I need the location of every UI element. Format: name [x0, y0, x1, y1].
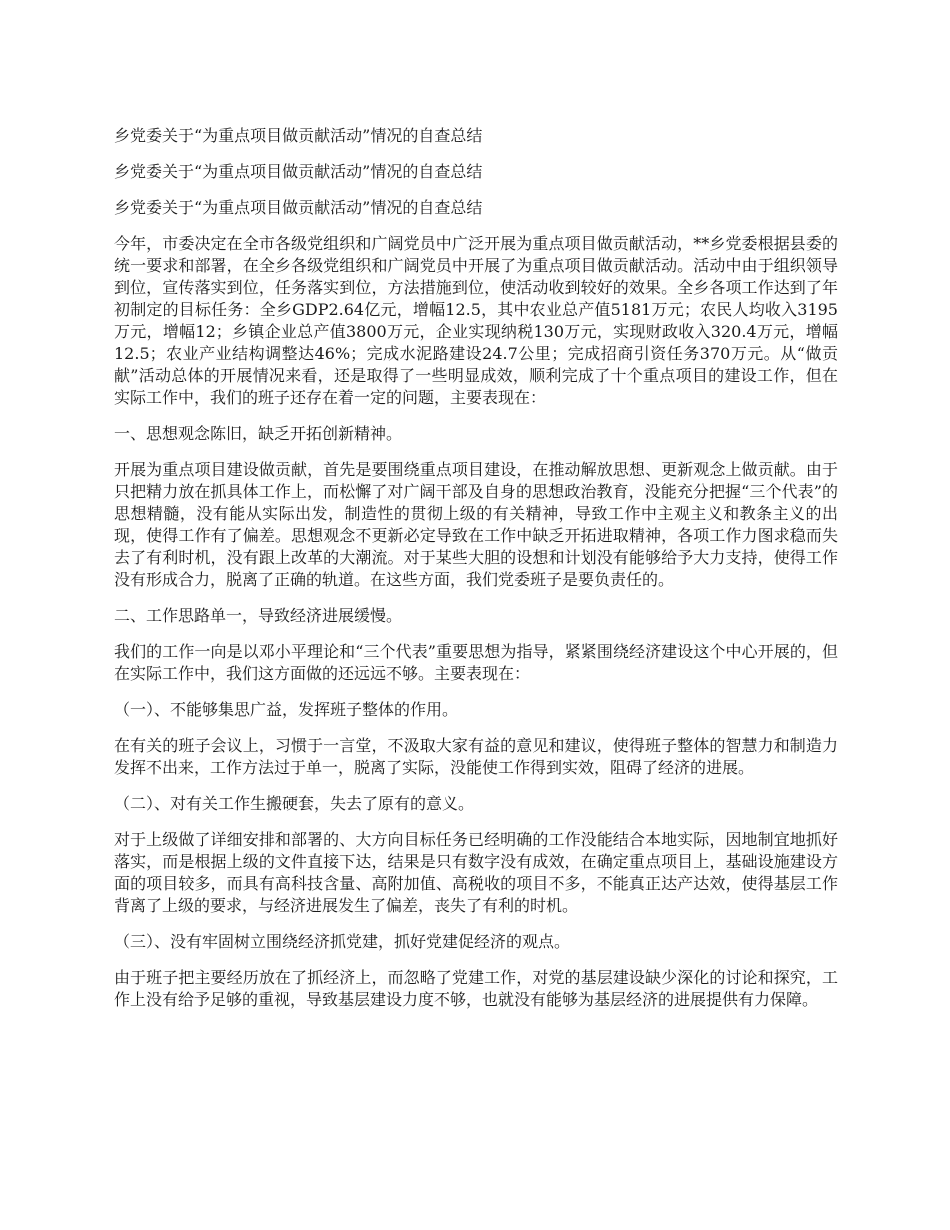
document-title-3: 乡党委关于“为重点项目做贡献活动”情况的自查总结 — [114, 198, 483, 217]
intro-paragraph: 今年，市委决定在全市各级党组织和广阔党员中广泛开展为重点项目做贡献活动，**乡党委根据县委的统一要求和部署，在全乡各级党组织和广阔党员中开展了为重点项目做贡献活动。活动中由于组织领导到位，宣传落实到位，任务落实到位，方法措施到位，使活动收到较好的效果。全乡各项工作达到了年初制定的目标任务：全乡GDP2.64亿元，增幅12.5，其中农业总产值5181万元；农民人均收入3195万元，增幅12；乡镇企业总产值3800万元，企业实现纳税130万元，实现财政收入320.4万元，增幅12.5；农业产业结构调整达46%；完成水泥路建设24.7公里；完成招商引资任务370万元。从“做贡献”活动总体的开展情况来看，还是取得了一些明显成效，顺利完成了十个重点项目的建设工作，但在实际工作中，我们的班子还存在着一定的问题，主要表现在： — [114, 234, 838, 407]
section-2-paragraph: 我们的工作一向是以邓小平理论和“三个代表”重要思想为指导，紧紧围绕经济建设这个中心开展的，但在实际工作中，我们这方面做的还远远不够。主要表现在： — [114, 642, 838, 683]
section-2-heading: 二、工作思路单一，导致经济进展缓慢。 — [114, 606, 403, 625]
section-1-paragraph: 开展为重点项目建设做贡献，首先是要围绕重点项目建设，在推动解放思想、更新观念上做贡献。由于只把精力放在抓具体工作上，而松懈了对广阔干部及自身的思想政治教育，没能充分把握“三个代表”的思想精髓，没有能从实际出发，制造性的贯彻上级的有关精神，导致工作中主观主义和教条主义的出现，使得工作有了偏差。思想观念不更新必定导致在工作中缺乏开拓进取精神，各项工作力图求稳而失去了有利时机，没有跟上改革的大潮流。对于某些大胆的设想和计划没有能够给予大力支持，使得工作没有形成合力，脱离了正确的轨道。在这些方面，我们党委班子是要负责任的。 — [114, 460, 838, 589]
subsection-3-paragraph: 由于班子把主要经历放在了抓经济上，而忽略了党建工作，对党的基层建设缺少深化的讨论和探究，工作上没有给予足够的重视，导致基层建设力度不够，也就没有能够为基层经济的进展提供有力保障。 — [114, 968, 838, 1009]
document-title-1: 乡党委关于“为重点项目做贡献活动”情况的自查总结 — [114, 126, 483, 145]
subsection-2-heading: （二）、对有关工作生搬硬套，失去了原有的意义。 — [114, 794, 475, 813]
subsection-1-heading: （一）、不能够集思广益，发挥班子整体的作用。 — [114, 700, 459, 719]
document-title-2: 乡党委关于“为重点项目做贡献活动”情况的自查总结 — [114, 162, 483, 181]
subsection-1-paragraph: 在有关的班子会议上，习惯于一言堂，不汲取大家有益的意见和建议，使得班子整体的智慧力和制造力发挥不出来，工作方法过于单一，脱离了实际，没能使工作得到实效，阻碍了经济的进展。 — [114, 736, 838, 777]
subsection-2-paragraph: 对于上级做了详细安排和部署的、大方向目标任务已经明确的工作没能结合本地实际，因地制宜地抓好落实，而是根据上级的文件直接下达，结果是只有数字没有成效，在确定重点项目上，基础设施建设方面的项目较多，而具有高科技含量、高附加值、高税收的项目不多，不能真正达产达效，使得基层工作背离了上级的要求，与经济进展发生了偏差，丧失了有利的时机。 — [114, 830, 838, 915]
subsection-3-heading: （三）、没有牢固树立围绕经济抓党建，抓好党建促经济的观点。 — [114, 932, 571, 951]
section-1-heading: 一、思想观念陈旧，缺乏开拓创新精神。 — [114, 424, 403, 443]
